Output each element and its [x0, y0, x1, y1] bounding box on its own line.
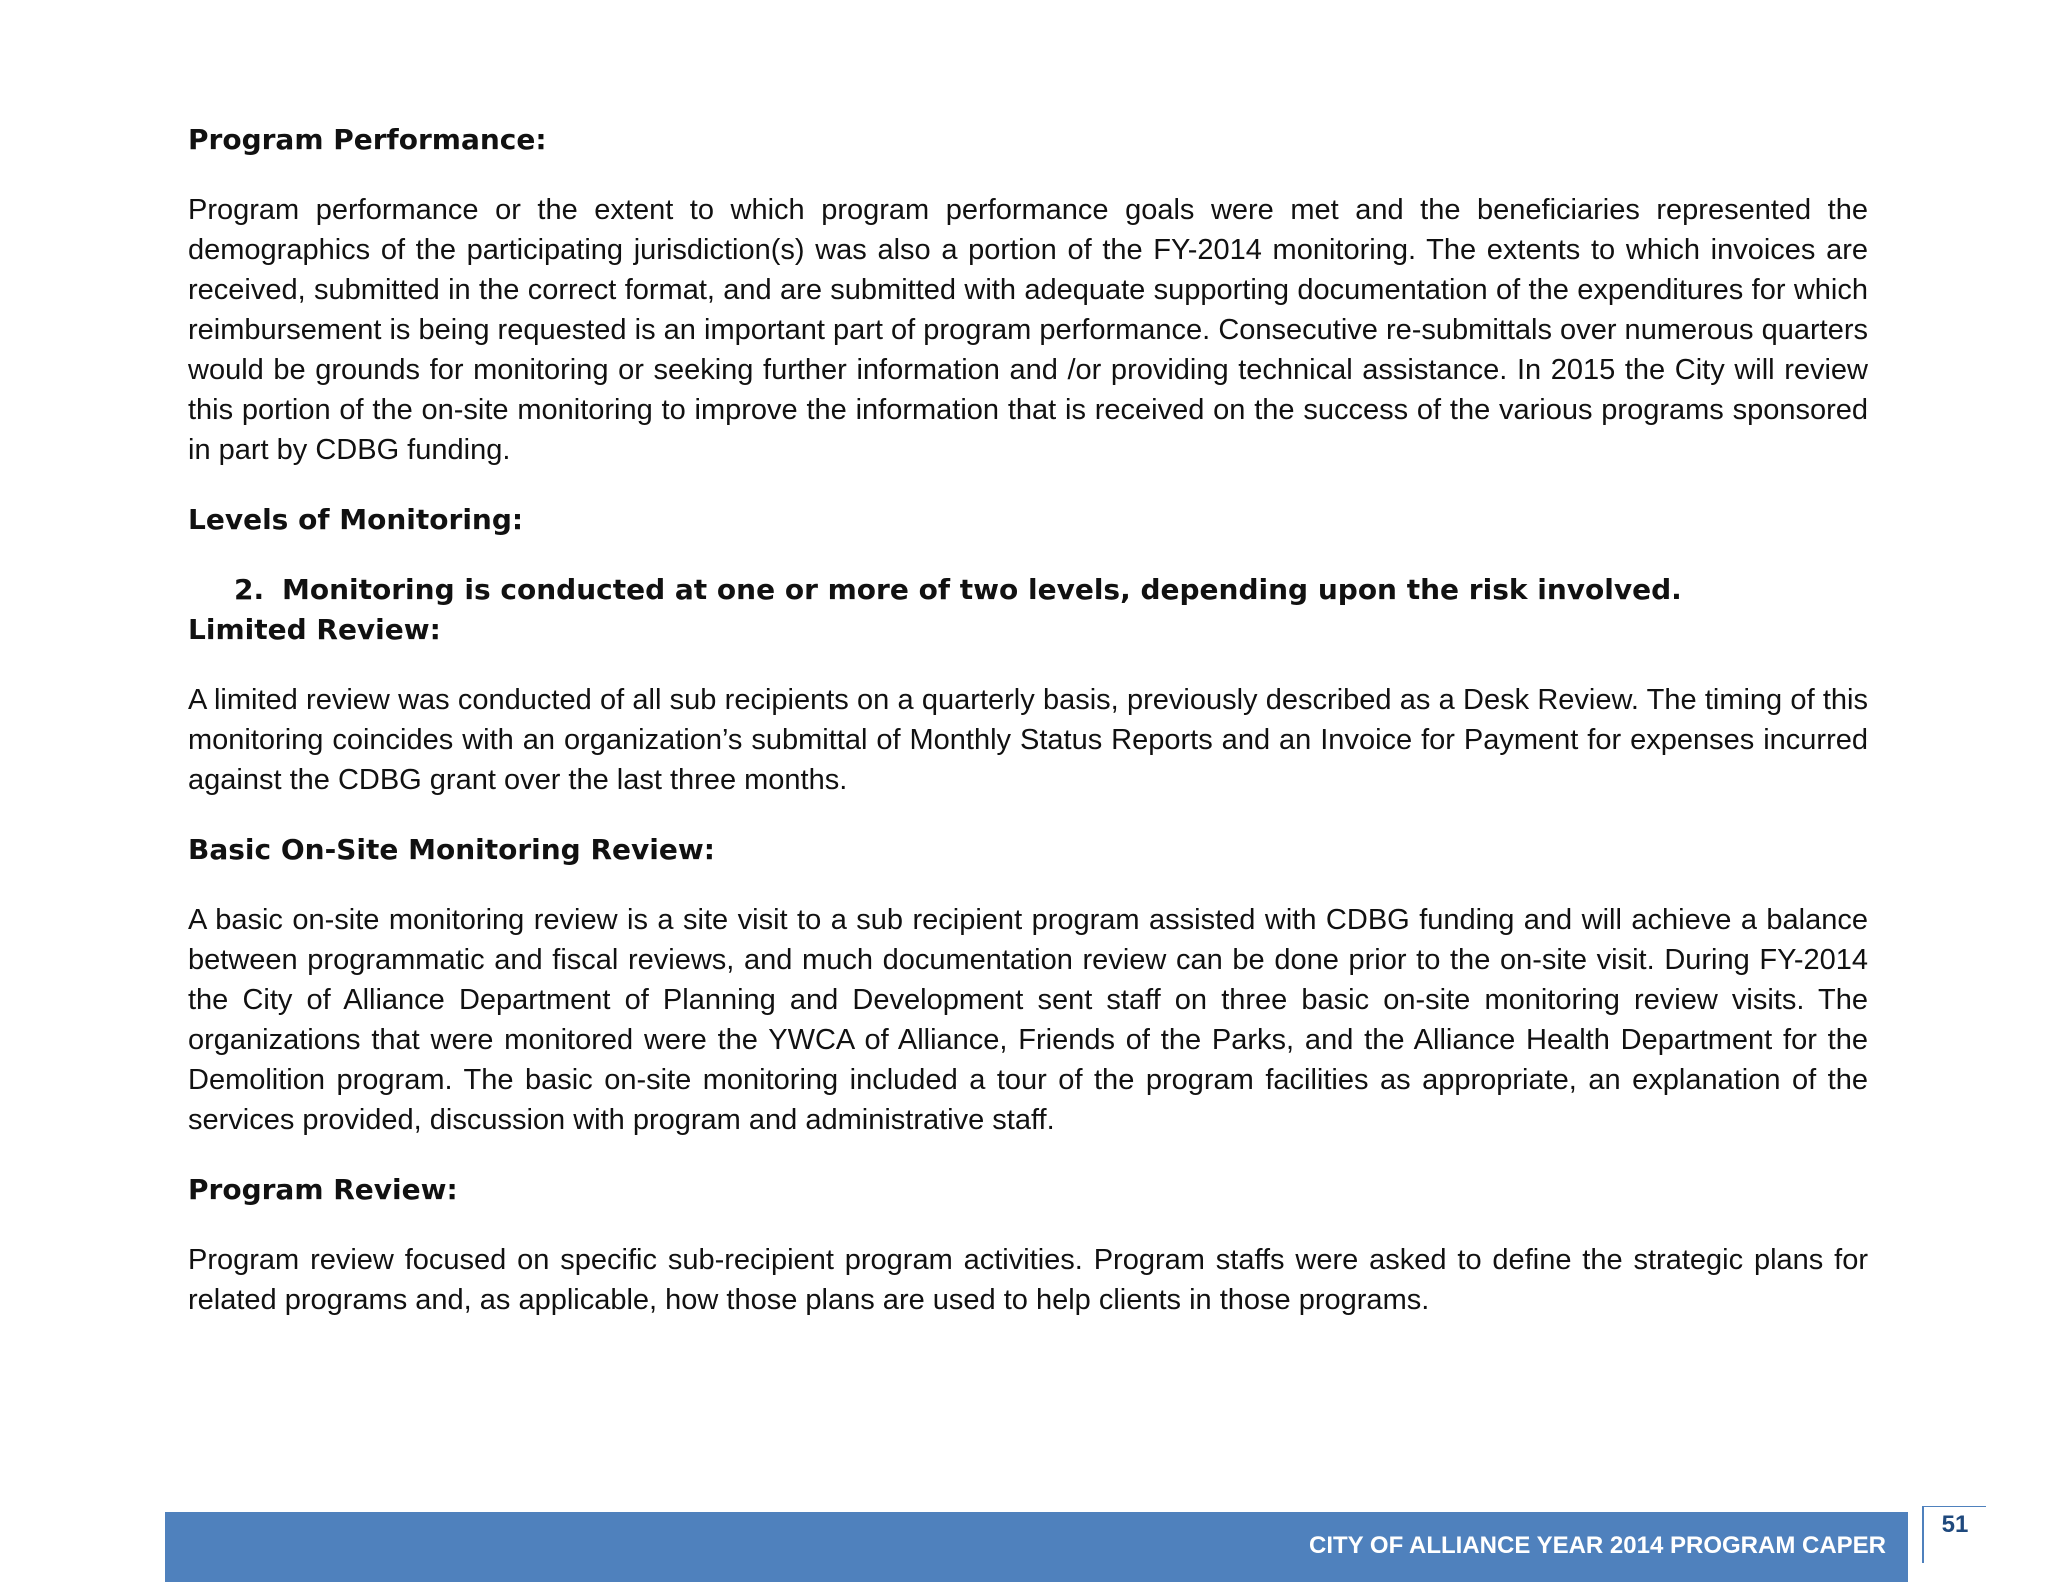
document-body — [188, 120, 1868, 1350]
numbered-item-number: 2. — [234, 573, 265, 606]
levels-of-monitoring-heading: Levels of Monitoring: — [188, 503, 524, 536]
program-review-paragraph: Program review focused on specific sub-recipient program activities. Program staffs were asked to define the strategic plans for related programs and, as applicable, how those plans are used to help clients in those programs. — [188, 1244, 1868, 1316]
program-performance-paragraph: Program performance or the extent to which program performance goals were met and the beneficiaries represented the demographics of the participating jurisdiction(s) was also a portion of the FY-2014 monitoring. The extents to which invoices are received, submitted in the correct format, and are submitted with adequate supporting documentation of the expenditures for which reimbursement is being requested is an important part of program performance. Consecutive re-submittals over numerous quarters would be grounds for monitoring or seeking further information and /or providing technical assistance. In 2015 the City will review this portion of the on-site monitoring to improve the information that is received on the success of the various programs sponsored in part by CDBG funding. — [188, 194, 1868, 466]
numbered-item — [188, 570, 1868, 610]
footer-title: CITY OF ALLIANCE YEAR 2014 PROGRAM CAPER — [1309, 1532, 1886, 1559]
program-review-heading: Program Review: — [188, 1173, 458, 1206]
numbered-item-text: Monitoring is conducted at one or more of two levels, depending upon the risk involved. — [282, 573, 1682, 606]
basic-onsite-review-paragraph: A basic on-site monitoring review is a site visit to a sub recipient program assisted with CDBG funding and will achieve a balance between programmatic and fiscal reviews, and much documentation review can be done prior to the on-site visit. During FY-2014 the City of Alliance Department of Planning and Development sent staff on three basic on-site monitoring review visits. The organizations that were monitored were the YWCA of Alliance, Friends of the Parks, and the Alliance Health Department for the Demolition program. The basic on-site monitoring included a tour of the program facilities as appropriate, an explanation of the services provided, discussion with program and administrative staff. — [188, 904, 1868, 1136]
limited-review-heading: Limited Review: — [188, 613, 441, 646]
limited-review-paragraph: A limited review was conducted of all sub recipients on a quarterly basis, previously described as a Desk Review. The timing of this monitoring coincides with an organization’s submittal of Monthly Status Reports and an Invoice for Payment for expenses incurred against the CDBG grant over the last three months. — [188, 684, 1868, 796]
page-number-box — [1922, 1506, 1986, 1563]
footer-bar — [165, 1512, 1908, 1582]
page-number: 51 — [1941, 1511, 1969, 1538]
basic-onsite-review-heading: Basic On-Site Monitoring Review: — [188, 833, 715, 866]
program-performance-heading: Program Performance: — [188, 123, 547, 156]
